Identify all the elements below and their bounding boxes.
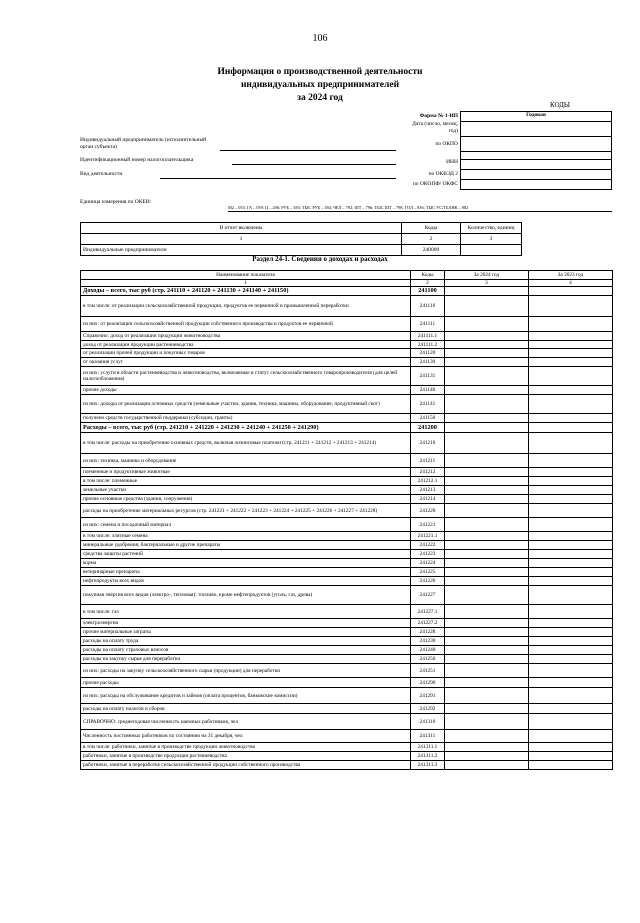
value-2024[interactable] <box>445 341 529 349</box>
row-name: в том числе: расходы на приобретение основных средств, включая лизинговые платежи (стр. 241211 + 241212 + 241213 + 241214) <box>81 433 411 454</box>
header-2023: За 2023 год <box>529 271 613 280</box>
table-row <box>81 752 613 761</box>
table-row <box>81 637 613 646</box>
value-2023[interactable] <box>529 688 613 704</box>
table-row <box>81 586 613 605</box>
okopf-field[interactable] <box>460 179 612 190</box>
income-expense-table <box>80 270 613 770</box>
row-code: 241220 <box>411 504 445 518</box>
row-code: 241292 <box>411 704 445 714</box>
row-name: минеральные удобрения, бактериальные и другие препараты <box>81 541 411 550</box>
table-row <box>81 477 613 486</box>
value-2023[interactable] <box>529 414 613 423</box>
value-2023[interactable] <box>529 568 613 577</box>
row-name: от оказания услуг <box>81 358 411 367</box>
value-2024[interactable] <box>445 332 529 341</box>
row-name: из них: расходы на обслуживание кредитов и займов (оплата процентов, банковские комиссии) <box>81 688 411 704</box>
inn-line <box>232 164 396 165</box>
value-2023[interactable] <box>529 628 613 637</box>
count-num-1: 1 <box>81 234 402 245</box>
table-row <box>81 296 613 317</box>
row-name: племенные и продуктивные животные <box>81 468 411 477</box>
row-code: 241141 <box>411 395 445 414</box>
table-row <box>81 414 613 423</box>
table-row <box>81 730 613 743</box>
row-name: Доходы – всего, тыс руб (стр. 241110 + 241120 + 241130 + 241140 + 241150) <box>81 287 411 296</box>
table-row <box>81 433 613 454</box>
header-num-4: 4 <box>529 280 613 287</box>
table-row <box>81 550 613 559</box>
value-2023[interactable] <box>529 730 613 743</box>
row-name: ветеринарные препараты <box>81 568 411 577</box>
value-2023[interactable] <box>529 395 613 414</box>
row-name: доход от реализации продукции растениеводства <box>81 341 411 349</box>
table-row <box>81 678 613 688</box>
table-row <box>81 349 613 358</box>
header-num-3: 3 <box>445 280 529 287</box>
value-2024[interactable] <box>445 743 529 752</box>
table-row <box>81 541 613 550</box>
row-code: 241221.1 <box>411 532 445 541</box>
row-code: 241230 <box>411 637 445 646</box>
value-2024[interactable] <box>445 628 529 637</box>
count-spacer <box>522 223 612 234</box>
table-row <box>81 619 613 628</box>
row-name: в том числе: племенные <box>81 477 411 486</box>
row-code: 241212 <box>411 468 445 477</box>
row-name: из них: от реализации сельскохозяйственной продукции собственного производства и продуктов ее первичной <box>81 317 411 332</box>
table-row <box>81 532 613 541</box>
row-code: 241200 <box>411 423 445 433</box>
value-2023[interactable] <box>529 619 613 628</box>
row-code: 241311.3 <box>411 761 445 770</box>
row-name: работники, занятые в переработке сельскохозяйственной продукции собственного производства <box>81 761 411 770</box>
header-indicator: Наименование показателя <box>81 271 411 280</box>
value-2023[interactable] <box>529 367 613 386</box>
activity-label: Вид деятельности <box>80 171 123 177</box>
table-row <box>81 655 613 664</box>
value-2023[interactable] <box>529 761 613 770</box>
value-2023[interactable] <box>529 341 613 349</box>
okei-units: М2 – 055; ГА – 059; Ц – 206; РУБ – 383; ТЫС РУБ – 384; ЧЕЛ – 792; ШТ – 796; ТЫС ШТ – 798; ГОЛ – 836; ТЫС УСЛ БАНК – 882 <box>228 204 612 212</box>
row-name: расходы на оплату труда <box>81 637 411 646</box>
table-row <box>81 367 613 386</box>
value-2023[interactable] <box>529 332 613 341</box>
row-code: 241140 <box>411 386 445 395</box>
value-2023[interactable] <box>529 586 613 605</box>
row-code: 241310 <box>411 714 445 730</box>
row-code: 241100 <box>411 287 445 296</box>
value-2024[interactable] <box>445 619 529 628</box>
table-row <box>81 486 613 495</box>
value-2023[interactable] <box>529 477 613 486</box>
value-2023[interactable] <box>529 287 613 296</box>
row-code: 241227 <box>411 586 445 605</box>
date-label: Дата (число, месяц, год) <box>412 121 458 134</box>
row-code: 241110 <box>411 296 445 317</box>
value-2024[interactable] <box>445 752 529 761</box>
row-name: прочие доходы <box>81 386 411 395</box>
row-name: из них: семена и посадочный материал <box>81 518 411 532</box>
value-2023[interactable] <box>529 752 613 761</box>
value-2024[interactable] <box>445 317 529 332</box>
table-row <box>81 358 613 367</box>
row-code: 241291 <box>411 688 445 704</box>
count-row-name: Индивидуальные предприниматели <box>81 245 402 256</box>
value-2023[interactable] <box>529 349 613 358</box>
section-title: Раздел 24-1. Сведения о доходах и расходах <box>252 255 388 263</box>
row-code: 241250 <box>411 655 445 664</box>
row-name: прочие расходы <box>81 678 411 688</box>
row-code: 241111.1 <box>411 332 445 341</box>
row-code: 241240 <box>411 646 445 655</box>
table-row <box>81 704 613 714</box>
header-num-1: 1 <box>81 280 411 287</box>
row-code: 241213 <box>411 486 445 495</box>
table-row <box>81 761 613 770</box>
value-2024[interactable] <box>445 486 529 495</box>
value-2023[interactable] <box>529 518 613 532</box>
value-2023[interactable] <box>529 605 613 619</box>
row-name: земельные участки <box>81 486 411 495</box>
form-value: Годовая <box>460 111 612 122</box>
title-line-3: за 2024 год <box>297 93 343 103</box>
inn-label: ИНН <box>446 159 458 165</box>
row-name: в том числе: работники, занятые в производстве продукции животноводства <box>81 743 411 752</box>
value-2024[interactable] <box>445 358 529 367</box>
table-row <box>81 568 613 577</box>
count-header-1: В отчет включены <box>81 223 402 234</box>
okpo-field[interactable] <box>460 136 612 152</box>
table-row <box>81 341 613 349</box>
table-row <box>81 495 613 504</box>
count-header-2: Коды <box>402 223 461 234</box>
row-code: 241223 <box>411 550 445 559</box>
row-name: Расходы – всего, тыс руб (стр. 241210 + 241220 + 241230 + 241240 + 241250 + 241290) <box>81 423 411 433</box>
count-row-value[interactable] <box>461 245 522 256</box>
row-code: 241227.1 <box>411 605 445 619</box>
value-2024[interactable] <box>445 568 529 577</box>
value-2023[interactable] <box>529 714 613 730</box>
row-name: из них: услуги в области растениеводства и животноводства, включаемые в статус сельскохозяйственного товаропроизводителя (для целей налогообложения) <box>81 367 411 386</box>
table-row <box>81 454 613 468</box>
header-2024: За 2024 год <box>445 271 529 280</box>
value-2024[interactable] <box>445 504 529 518</box>
entrepreneur-label: Индивидуальный предприниматель (исполнительный орган субъекта) <box>80 137 207 150</box>
row-name: нефтепродукты всех видов <box>81 577 411 586</box>
value-2023[interactable] <box>529 486 613 495</box>
table-row <box>81 317 613 332</box>
value-2023[interactable] <box>529 550 613 559</box>
count-header-3: Количество, единиц <box>461 223 522 234</box>
row-name: средства защиты растений <box>81 550 411 559</box>
date-field[interactable] <box>460 121 612 137</box>
value-2024[interactable] <box>445 468 529 477</box>
value-2023[interactable] <box>529 646 613 655</box>
okved-label: по ОКВЭД 2 <box>428 171 458 177</box>
value-2023[interactable] <box>529 532 613 541</box>
value-2024[interactable] <box>445 395 529 414</box>
row-name: от реализации прочей продукции и покупных товаров <box>81 349 411 358</box>
value-2023[interactable] <box>529 495 613 504</box>
value-2024[interactable] <box>445 586 529 605</box>
value-2024[interactable] <box>445 296 529 317</box>
row-name: из них: расходы на закупку сельскохозяйственного сырья (продукции) для переработки <box>81 664 411 678</box>
row-name: Численность постоянных работников по состоянию на 31 декабря, чел <box>81 730 411 743</box>
row-name: расходы на приобретение материальных ресурсов (стр. 241221 + 241222 + 241223 + 241224 + 241225 + 241226 + 241227 + 241228) <box>81 504 411 518</box>
row-name: корма <box>81 559 411 568</box>
count-num-3: 3 <box>461 234 522 245</box>
row-name: СПРАВОЧНО: среднегодовая численность наемных работников, чел <box>81 714 411 730</box>
value-2023[interactable] <box>529 655 613 664</box>
row-code: 241224 <box>411 559 445 568</box>
value-2024[interactable] <box>445 349 529 358</box>
table-row <box>81 504 613 518</box>
value-2024[interactable] <box>445 386 529 395</box>
row-code: 241227.2 <box>411 619 445 628</box>
table-row <box>81 386 613 395</box>
value-2024[interactable] <box>445 454 529 468</box>
row-code: 241212.1 <box>411 477 445 486</box>
value-2024[interactable] <box>445 655 529 664</box>
value-2024[interactable] <box>445 704 529 714</box>
row-name: в том числе: газ <box>81 605 411 619</box>
value-2023[interactable] <box>529 637 613 646</box>
table-row <box>81 628 613 637</box>
row-name: из них: доходы от реализации основных средств (земельные участки, здания, техника, машины, оборудование, продуктивный скот) <box>81 395 411 414</box>
value-2023[interactable] <box>529 296 613 317</box>
value-2024[interactable] <box>445 577 529 586</box>
value-2024[interactable] <box>445 761 529 770</box>
row-name: работники, занятые в производстве продукции растениеводства <box>81 752 411 761</box>
row-name: расходы на оплату налогов и сборов <box>81 704 411 714</box>
value-2024[interactable] <box>445 433 529 454</box>
value-2024[interactable] <box>445 688 529 704</box>
value-2024[interactable] <box>445 477 529 486</box>
value-2023[interactable] <box>529 541 613 550</box>
value-2024[interactable] <box>445 495 529 504</box>
row-code: 241311.2 <box>411 752 445 761</box>
row-code: 241228 <box>411 628 445 637</box>
table-row <box>81 605 613 619</box>
row-code: 241221 <box>411 518 445 532</box>
title-line-1: Информация о производственной деятельности <box>217 67 423 77</box>
value-2024[interactable] <box>445 367 529 386</box>
value-2024[interactable] <box>445 714 529 730</box>
inn-full-label: Идентификационный номер налогоплательщика <box>80 157 194 163</box>
row-code: 241111.2 <box>411 341 445 349</box>
table-row <box>81 743 613 752</box>
row-code: 241211 <box>411 454 445 468</box>
header-codes: Коды <box>411 271 445 280</box>
okpo-label: по ОКПО <box>435 141 458 147</box>
row-code: 241130 <box>411 358 445 367</box>
codes-header: КОДЫ <box>549 101 571 109</box>
value-2023[interactable] <box>529 577 613 586</box>
value-2023[interactable] <box>529 743 613 752</box>
form-label: Форма № 1-ИП <box>419 113 458 119</box>
table-body <box>81 287 613 770</box>
value-2024[interactable] <box>445 550 529 559</box>
entrepreneur-line <box>220 150 396 151</box>
row-code: 241111 <box>411 317 445 332</box>
page-number: 106 <box>312 33 328 44</box>
title-line-2: индивидуальных предпринимателей <box>240 80 400 90</box>
row-code: 241131 <box>411 367 445 386</box>
row-name: в том числе: элитные семена <box>81 532 411 541</box>
value-2023[interactable] <box>529 386 613 395</box>
row-code: 241311.1 <box>411 743 445 752</box>
row-code: 241251 <box>411 664 445 678</box>
okopf-label: по ОКОПФ/ ОКФС <box>412 181 458 187</box>
value-2023[interactable] <box>529 454 613 468</box>
value-2024[interactable] <box>445 678 529 688</box>
value-2024[interactable] <box>445 664 529 678</box>
table-row <box>81 423 613 433</box>
row-name: прочие материальные затраты <box>81 628 411 637</box>
value-2023[interactable] <box>529 423 613 433</box>
okei-label: Единица измерения по ОКЕИ: <box>80 199 152 205</box>
table-row <box>81 664 613 678</box>
value-2024[interactable] <box>445 423 529 433</box>
row-code: 241150 <box>411 414 445 423</box>
value-2023[interactable] <box>529 433 613 454</box>
row-name: в том числе: от реализации сельскохозяйственной продукции, продуктов ее первичной и промышленной переработки <box>81 296 411 317</box>
row-name: прочие основные средства (здания, сооружения) <box>81 495 411 504</box>
table-row <box>81 646 613 655</box>
row-name: получено средств государственной поддержки (субсидии, гранты) <box>81 414 411 423</box>
row-code: 241226 <box>411 577 445 586</box>
count-table <box>80 222 612 256</box>
row-code: 241210 <box>411 433 445 454</box>
value-2023[interactable] <box>529 468 613 477</box>
value-2024[interactable] <box>445 518 529 532</box>
row-code: 241214 <box>411 495 445 504</box>
value-2024[interactable] <box>445 730 529 743</box>
value-2023[interactable] <box>529 704 613 714</box>
row-name: расходы на закупку сырья для переработки <box>81 655 411 664</box>
count-num-2: 2 <box>402 234 461 245</box>
table-row <box>81 714 613 730</box>
value-2023[interactable] <box>529 678 613 688</box>
row-name: из них: техника, машины и оборудование <box>81 454 411 468</box>
value-2024[interactable] <box>445 559 529 568</box>
header-num-2: 2 <box>411 280 445 287</box>
value-2023[interactable] <box>529 504 613 518</box>
value-2023[interactable] <box>529 317 613 332</box>
value-2024[interactable] <box>445 414 529 423</box>
value-2024[interactable] <box>445 532 529 541</box>
row-code: 241290 <box>411 678 445 688</box>
value-2023[interactable] <box>529 664 613 678</box>
value-2024[interactable] <box>445 646 529 655</box>
row-name: электроэнергия <box>81 619 411 628</box>
value-2024[interactable] <box>445 287 529 296</box>
activity-line <box>160 178 396 179</box>
table-row <box>81 559 613 568</box>
row-name: покупная энергия всех видов (электро-, тепловая); топливо, кроме нефтепродуктов (уголь, газ, дрова) <box>81 586 411 605</box>
table-row <box>81 518 613 532</box>
count-row-code: 240000 <box>402 245 461 256</box>
value-2023[interactable] <box>529 559 613 568</box>
value-2024[interactable] <box>445 637 529 646</box>
row-name: Справочно: доход от реализации продукции животноводства <box>81 332 411 341</box>
row-name: расходы на оплату страховых взносов <box>81 646 411 655</box>
document-title <box>0 66 640 105</box>
table-row <box>81 468 613 477</box>
value-2024[interactable] <box>445 605 529 619</box>
row-code: 241120 <box>411 349 445 358</box>
value-2023[interactable] <box>529 358 613 367</box>
row-code: 241225 <box>411 568 445 577</box>
table-row <box>81 287 613 296</box>
table-row <box>81 395 613 414</box>
row-code: 241222 <box>411 541 445 550</box>
table-row <box>81 688 613 704</box>
table-row <box>81 577 613 586</box>
table-row <box>81 332 613 341</box>
value-2024[interactable] <box>445 541 529 550</box>
row-code: 241311 <box>411 730 445 743</box>
